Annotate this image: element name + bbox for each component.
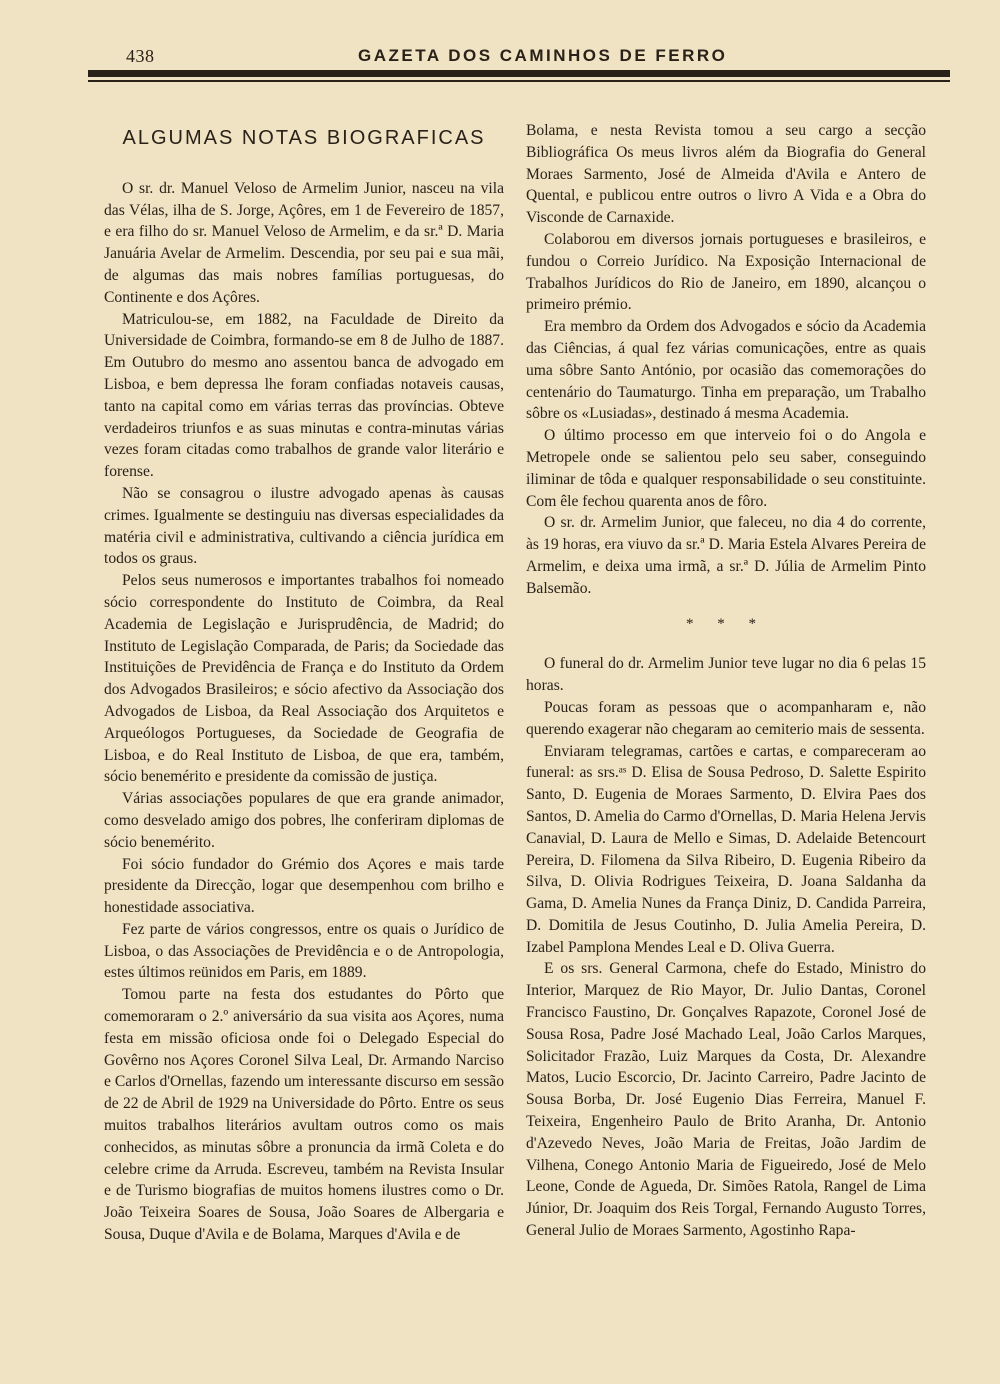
paragraph-congresses: Fez parte de vários congressos, entre os quais o Jurídico de Lisboa, o das Associações de Previdência e o de Antropologia, estes últimos reünidos em Paris, em 1889. [104,920,504,982]
header-rule-thick [88,70,950,77]
right-column [526,120,926,1242]
paragraph-funeral: O funeral do dr. Armelim Junior teve lugar no dia 6 pelas 15 horas. [526,655,926,695]
article-title: ALGUMAS NOTAS BIOGRAFICAS [122,127,486,149]
paragraph-gentlemen-list: E os srs. General Carmona, chefe do Estado, Ministro do Interior, Marquez de Rio Mayor, Dr. Julio Dantas, Coronel Francisco Faustino, Dr. Gonçalves Rapazote, Coronel José de Sousa Rosa, Padre José Machado Leal, João Carlos Marques, Solicitador Frazão, Luiz Marques da Costa, Dr. Alexandre Matos, Lucio Escorcio, Dr. Jacinto Carreiro, Padre Jacinto de Sousa Borba, Dr. José Eugenio Dias Ferreira, Manuel F. Teixeira, Engenheiro Paulo de Brito Aranha, Dr. Antonio d'Azevedo Neves, João Maria de Freitas, João Jardim de Vilhena, Conego Antonio Maria de Figueiredo, José de Melo Leone, Conde de Agueda, Dr. Simões Ratola, Rangel de Lima Júnior, Dr. Joaquim dos Reis Torgal, Fernando Augusto Torres, General Julio de Moraes Sarmento, Agostinho Rapa- [526,960,926,1240]
section-separator: * * * [686,615,766,632]
paragraph-attendance: Poucas foram as pessoas que o acompanharam e, não querendo exagerar não chegaram ao cemiterio mais de sessenta. [526,698,926,738]
paragraph-last-case: O último processo em que interveio foi o do Angola e Metropele onde se salientou pelo seu saber, conseguindo iliminar de tôda e qualquer responsabilidade o seu constituinte. Com êle fechou quarenta anos de fôro. [526,427,926,510]
paragraph-revista-continued: Bolama, e nesta Revista tomou a seu cargo a secção Bibliográfica Os meus livros além da Biografia do General Moraes Sarmento, José de Almeida d'Avila e Antero de Quental, e publicou entre outros o livro A Vida e a Obra do Visconde de Carnaxide. [526,122,926,227]
paragraph-birth: O sr. dr. Manuel Veloso de Armelim Junior, nasceu na vila das Vélas, ilha de S. Jorge, Açôres, em 1 de Fevereiro de 1857, e era filho do sr. Manuel Veloso de Armelim, e da sr.ª D. Maria Januária Avelar de Armelim. Descendia, por seu pai e sua mãi, de algumas das mais nobres famílias portuguesas, do Continente e dos Açôres. [104,179,504,306]
paragraph-ladies-list: Enviaram telegramas, cartões e cartas, e compareceram ao funeral: as srs.ᵃˢ D. Elisa de Sousa Pedroso, D. Salette Espirito Santo, D. Eugenia de Moraes Sarmento, D. Elvira Paes dos Santos, D. Amelia do Carmo d'Ornellas, D. Maria Helena Jervis Canavial, D. Laura de Mello e Simas, D. Adelaide Betencourt Pereira, D. Filomena da Silva Ribeiro, D. Eugenia Ribeiro da Silva, D. Olivia Rodrigues Teixeira, D. Joana Saldanha da Gama, D. Amelia Nunes da França Diniz, D. Candida Parreira, D. Domitila de Jesus Coutinho, D. Julia Amelia Pereira, D. Izabel Pamplona Mendes Leal e D. Oliva Guerra. [526,742,926,956]
page-number: 438 [126,46,155,66]
masthead-title: GAZETA DOS CAMINHOS DE FERRO [358,46,728,65]
paragraph-gremio: Foi sócio fundador do Grémio dos Açores e mais tarde presidente da Direcção, logar que desempenhou com brilho e honestidade associativa. [104,855,504,917]
paragraph-journals: Colaborou em diversos jornais portugueses e brasileiros, e fundou o Correio Jurídico. Na Exposição Internacional de Trabalhos Jurídicos do Rio de Janeiro, em 1890, alcançou o primeiro prémio. [526,230,926,314]
left-column [104,120,504,1246]
paragraph-civil-law: Não se consagrou o ilustre advogado apenas às causas crimes. Igualmente se destinguiu nas diversas especialidades da matéria civil e administrativa, cultivando a ciência jurídica em todos os graus. [104,484,504,568]
header-rule-thin [88,80,950,82]
running-head [118,44,918,66]
paragraph-popular-associations: Várias associações populares de que era grande animador, como desvelado amigo dos pobres, lhe conferiram diplomas de sócio benemérito. [104,790,504,851]
paragraph-death: O sr. dr. Armelim Junior, que faleceu, no dia 4 do corrente, às 19 horas, era viuvo da sr.ª D. Maria Estela Alvares Pereira de Armelim, e deixa uma irmã, a sr.ª D. Júlia de Armelim Pinto Balsemão. [526,514,926,597]
paragraph-porto-festival: Tomou parte na festa dos estudantes do Pôrto que comemoraram o 2.º aniversário da sua visita aos Açores, numa festa em missão oficiosa onde foi o Delegado Especial do Govêrno nos Açores Coronel Silva Leal, Dr. Armando Narciso e Carlos d'Ornellas, fazendo um interessante discurso em sessão de 22 de Abril de 1929 na Universidade do Pôrto. Entre os seus muitos trabalhos literários avultam outros como os mais conhecidos, as minutas sôbre a pronuncia da irmã Coleta e do celebre crime da Arruda. Escreveu, também na Revista Insular e de Turismo biografias de muitos homens ilustres como o Dr. João Teixeira Soares de Sousa, João Soares de Albergaria e Sousa, Duque d'Avila e de Bolama, Marques d'Avila e de [104,986,504,1244]
paragraph-education: Matriculou-se, em 1882, na Faculdade de Direito da Universidade de Coimbra, formando-se em 8 de Julho de 1887. Em Outubro do mesmo ano assentou banca de advogado em Lisboa, e bem depressa lhe foram confiadas notaveis causas, tanto na capital como em várias terras das províncias. Obteve verdadeiros triunfos e as suas minutas e contra-minutas várias vezes foram citadas como trabalhos de grande valor literário e forense. [104,310,504,481]
paragraph-memberships: Pelos seus numerosos e importantes trabalhos foi nomeado sócio correspondente do Instituto de Coimbra, da Real Academia de Legislação e Jurisprudência, de Madrid; do Instituto de Legislação Comparada, de Paris; da Sociedade das Instituições de Previdência de França e do Instituto da Ordem dos Advogados Brasileiros; e sócio afectivo da Associação dos Advogados de Lisboa, da Real Associação dos Arquitetos e Arqueólogos Portugueses, da Sociedade de Geografia de Lisboa, e do Real Instituto de Lisboa, de que era, também, sócio benemérito e presidente da comissão de justiça. [104,572,504,786]
paragraph-academy: Era membro da Ordem dos Advogados e sócio da Academia das Ciências, á qual fez várias comunicações, entre as quais uma sôbre Santo António, por ocasião das comemorações do centenário do Taumaturgo. Tinha em preparação, um Trabalho sôbre os «Lusiadas», destinado á mesma Academia. [526,318,926,423]
